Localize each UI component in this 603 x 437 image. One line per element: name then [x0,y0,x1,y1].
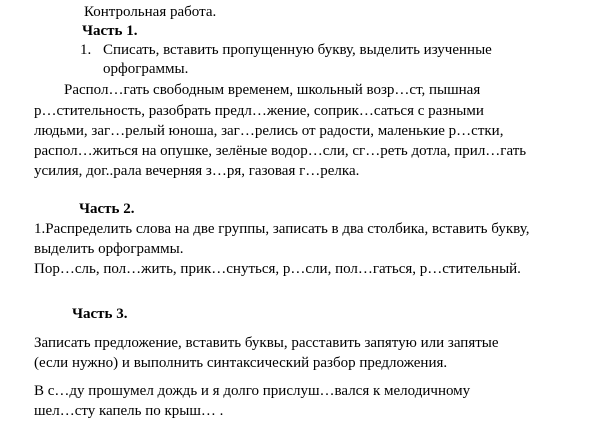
part2-heading: Часть 2. [79,201,135,217]
part3-sentence-line2: шел…сту капель по крыш… . [34,403,224,419]
part1-text-line: людьми, заг…релый юноша, заг…релись от радости, маленькие р…стки, [34,123,504,139]
document-title: Контрольная работа. [84,4,217,20]
part1-task-number: 1. [80,42,92,58]
part3-sentence-line1: В с…ду прошумел дождь и я долго прислуш…вался к мелодичному [34,383,471,399]
part2-task-line2: выделить орфограммы. [34,241,184,257]
part1-task-line1: Списать, вставить пропущенную букву, выделить изученные [103,42,492,58]
part2-task-line1: 1.Распределить слова на две группы, записать в два столбика, вставить букву, [34,221,530,237]
part1-text-line: распол…житься на опушке, зелёные водор…сли, сг…реть дотла, прил…гать [34,143,527,159]
part3-task-line1: Записать предложение, вставить буквы, расставить запятую или запятые [34,335,499,351]
part1-text-line: р…стительность, разобрать предл…жение, соприк…саться с разными [34,103,484,119]
part2-words-line: Пор…сль, пол…жить, прик…снуться, р…сли, пол…гаться, р…стительный. [34,261,521,277]
part3-heading: Часть 3. [72,306,128,322]
part1-text-line: усилия, дог..рала вечерняя з…ря, газовая г…релка. [34,163,360,179]
part1-heading: Часть 1. [82,23,138,39]
part1-task-line2: орфограммы. [103,61,189,77]
part1-text-line: Распол…гать свободным временем, школьный возр…ст, пышная [64,82,481,98]
part3-task-line2: (если нужно) и выполнить синтаксический разбор предложения. [34,355,448,371]
